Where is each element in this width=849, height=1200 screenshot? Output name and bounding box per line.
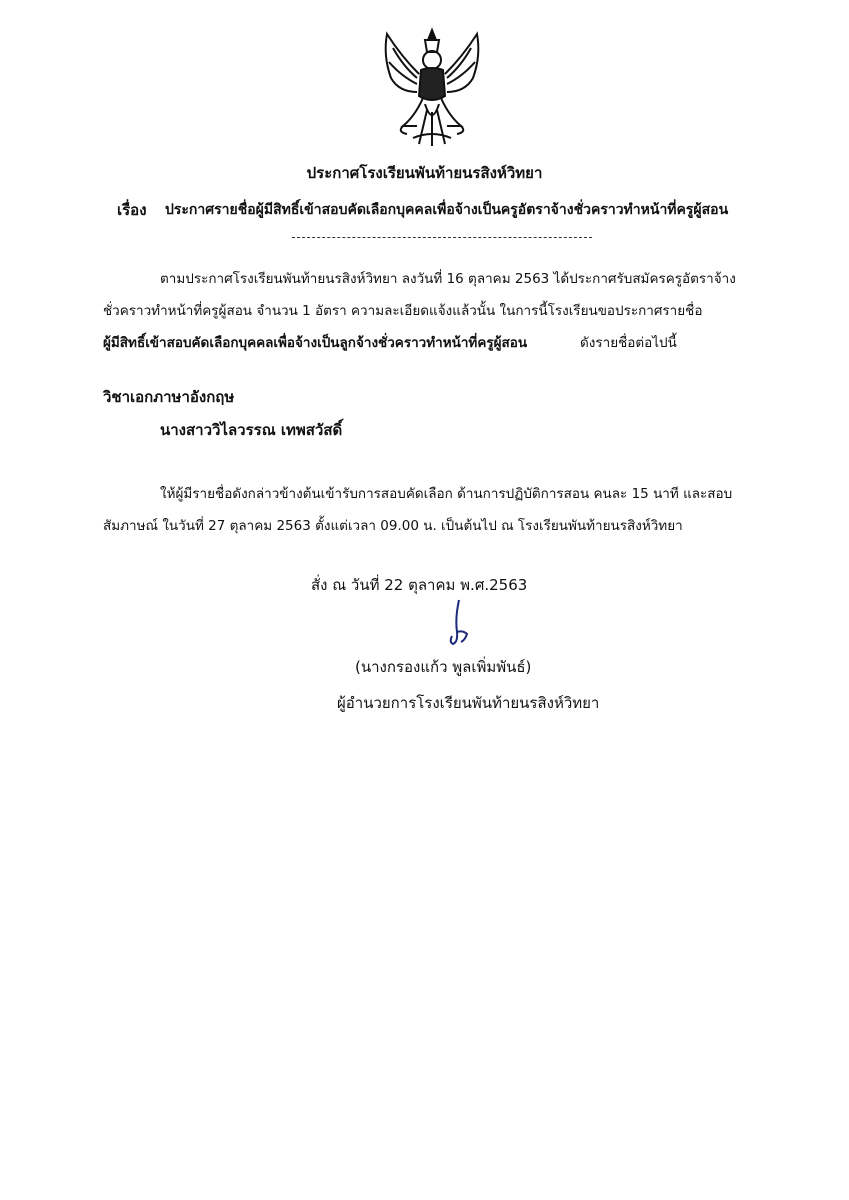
paragraph-2-line-2: สัมภาษณ์ ในวันที่ 27 ตุลาคม 2563 ตั้งแต่เวลา 09.00 น. เป็นต้นไป ณ โรงเรียนพันท้ายนรสิงห์วิทยา bbox=[103, 518, 683, 534]
signer-position: ผู้อำนวยการโรงเรียนพันท้ายนรสิงห์วิทยา bbox=[337, 694, 600, 712]
subject-area-heading: วิชาเอกภาษาอังกฤษ bbox=[103, 388, 235, 406]
paragraph-1-line-2: ชั่วคราวทำหน้าที่ครูผู้สอน จำนวน 1 อัตรา ความละเอียดแจ้งแล้วนั้น ในการนี้โรงเรียนขอประกาศรายชื่อ bbox=[103, 303, 703, 319]
announcement-title: ประกาศโรงเรียนพันท้ายนรสิงห์วิทยา bbox=[306, 164, 543, 182]
order-date: สั่ง ณ วันที่ 22 ตุลาคม พ.ศ.2563 bbox=[311, 576, 528, 594]
paragraph-2-line-1: ให้ผู้มีรายชื่อดังกล่าวข้างต้นเข้ารับการสอบคัดเลือก ด้านการปฏิบัติการสอน คนละ 15 นาที และสอบ bbox=[160, 486, 733, 502]
subject-text: ประกาศรายชื่อผู้มีสิทธิ์เข้าสอบคัดเลือกบุคคลเพื่อจ้างเป็นครูอัตราจ้างชั่วคราวทำหน้าที่ครูผู้สอน bbox=[165, 202, 729, 218]
signature-mark bbox=[443, 598, 473, 648]
separator-line bbox=[292, 237, 592, 238]
garuda-emblem-icon bbox=[373, 26, 491, 148]
candidate-name: นางสาววิไลวรรณ เทพสวัสดิ์ bbox=[160, 421, 343, 439]
signer-name: (นางกรองแก้ว พูลเพิ่มพันธ์) bbox=[355, 658, 532, 676]
paragraph-1-line-3-bold: ผู้มีสิทธิ์เข้าสอบคัดเลือกบุคคลเพื่อจ้างเป็นลูกจ้างชั่วคราวทำหน้าที่ครูผู้สอน bbox=[103, 335, 528, 351]
paragraph-1-line-3-rest: ดังรายชื่อต่อไปนี้ bbox=[580, 335, 677, 351]
paragraph-1-line-1: ตามประกาศโรงเรียนพันท้ายนรสิงห์วิทยา ลงวันที่ 16 ตุลาคม 2563 ได้ประกาศรับสมัครครูอัตราจ้าง bbox=[160, 271, 736, 287]
subject-label: เรื่อง bbox=[117, 201, 147, 219]
